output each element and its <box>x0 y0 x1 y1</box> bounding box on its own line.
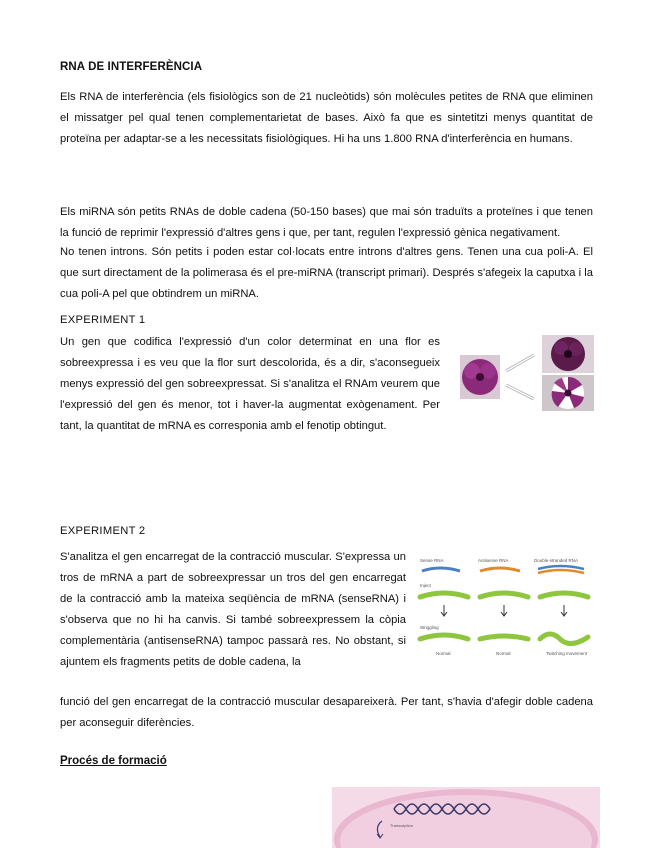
experiment-2-text: S'analitza el gen encarregat de la contracció muscular. S'expressa un tros de mRNA a part de sobreexpressar un tros del gen encarregat de la contracció amb la mateixa seqüència de mRNA (senseRNA) i s'observa que no hi ha canvis. Si també sobreexpressem la còpia complementària (antisenseRNA) tampoc passarà res. No obstant, si ajuntem els fragments petits de doble cadena, la <box>60 551 406 668</box>
experiment-1-label: EXPERIMENT 1 <box>60 314 146 326</box>
fig2-sense-label: Sense RNA <box>420 558 444 563</box>
paragraph-intro: Els RNA de interferència (els fisiològics son de 21 nucleòtids) són molècules petites de RNA que eliminen el missatger pel qual tenen complementarietat de bases. Això fa que es sintetitzi menys quantitat de proteïna per adaptar-se a les necessitats fisiològiques. Hi ha uns 1.800 RNA d'interferència en humans. <box>60 91 593 145</box>
paragraph-mirna: Els miRNA són petits RNAs de doble cadena (50-150 bases) que mai són traduïts a proteïnes i que tenen la funció de reprimir l'expressió d'altres gens i que, per tant, regulen l'expressió gènica negativament. <box>60 206 593 239</box>
flower-variegated-image <box>542 375 594 411</box>
document-title: RNA DE INTERFERÈNCIA <box>60 61 203 73</box>
mirna-formation-figure <box>332 787 600 848</box>
experiment-1-text: Un gen que codifica l'expressió d'un color determinat en una flor es sobreexpressa i es veu que la flor surt descolorida, és a dir, s'aconsegueix menys expressió del gen sobreexpressat. Si s'analitza el RNAm veurem que l'expressió del gen és menor, tot i haver-la augmentat exògenament. Per tant, la quantitat de mRNA es corresponia amb el fenotip obtingut. <box>60 336 440 432</box>
flower-dark-image <box>542 335 594 373</box>
experiment-2-continuation: funció del gen encarregat de la contracció muscular desapareixerà. Per tant, s'havia d'afegir doble cadena per aconseguir diferències. <box>60 696 593 729</box>
paragraph-introns: No tenen introns. Són petits i poden estar col·locats entre introns d'altres gens. Tenen una cua poli-A. El que surt directament de la polimerasa és el pre-miRNA (transcript primari). Després s'afegeix la caputxa i la cua poli-A pel que obtindrem un miRNA. <box>60 246 593 300</box>
proces-heading: Procés de formació <box>60 755 167 767</box>
fig2-twitching-label: Twitching movement <box>546 651 588 656</box>
fig2-normal-label-2: Normal <box>496 651 511 656</box>
fig2-inject-label: Inject <box>420 583 431 588</box>
fig2-normal-label-1: Normal <box>436 651 451 656</box>
flower-petunia-figure <box>458 333 598 411</box>
flower-normal-image <box>460 355 500 399</box>
fig3-transcription-label: Transcription <box>390 823 413 828</box>
fig2-antisense-label: Antisense RNA <box>478 558 509 563</box>
fig2-wriggling-label: Wriggling <box>420 625 439 630</box>
experiment-2-label: EXPERIMENT 2 <box>60 525 146 537</box>
worm-rnai-figure <box>416 555 596 663</box>
fig2-double-label: Double-stranded RNA <box>534 558 579 563</box>
